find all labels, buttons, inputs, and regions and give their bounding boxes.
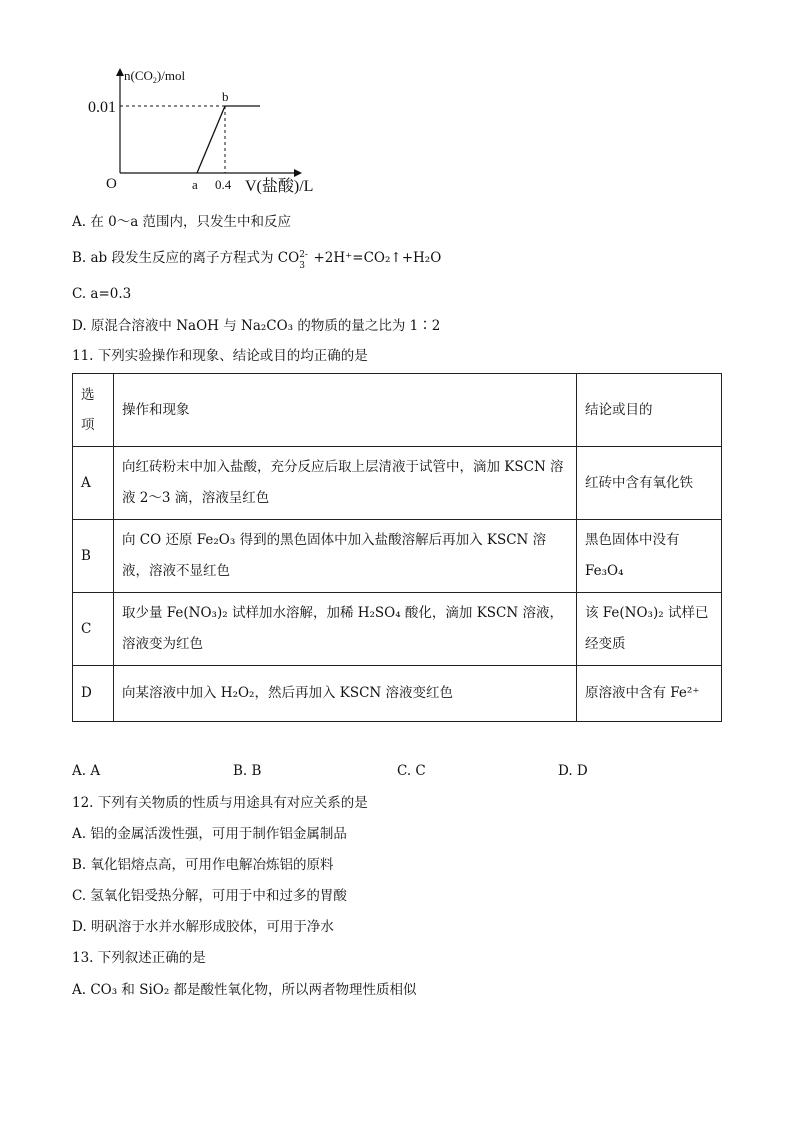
row-b-operation: 向 CO 还原 Fe₂O₃ 得到的黑色固体中加入盐酸溶解后再加入 KSCN 溶液，溶液不显红色 [114,520,577,593]
table-row [73,447,722,520]
q11-answer-b: B. B [233,763,262,779]
carbonate-sub: 3 [299,261,305,271]
q11-stem: 11. 下列实验操作和现象、结论或目的均正确的是 [72,348,368,364]
q13-stem: 13. 下列叙述正确的是 [72,950,206,966]
carbonate-sup: 2- [299,250,308,260]
carbonate-charge [299,250,309,271]
row-b-option: B [73,520,114,593]
x-axis-arrow [294,169,302,177]
x-tick-a: a [192,177,198,192]
q11-answer-a: A. A [72,763,101,779]
q12-option-a: A. 铝的金属活泼性强，可用于制作铝金属制品 [72,826,347,842]
row-a-conclusion: 红砖中含有氧化铁 [577,447,722,520]
rising-segment [197,106,225,173]
q12-option-b: B. 氧化铝熔点高，可用作电解冶炼铝的原料 [72,857,334,873]
row-d-option: D [73,666,114,722]
q11-table [72,373,722,722]
row-a-option: A [73,447,114,520]
q10-option-d: D. 原混合溶液中 NaOH 与 Na₂CO₃ 的物质的量之比为 1∶2 [72,318,441,334]
table-header-row [73,374,722,447]
q11-answer-c: C. C [397,763,426,779]
co2-volume-graph [82,60,342,200]
q12-option-c: C. 氢氧化铝受热分解，可用于中和过多的胃酸 [72,888,347,904]
q10-option-b-equation: +2H⁺=CO₂↑+H₂O [309,250,442,266]
y-axis-label: $n(CO_2)$/mol [124,68,186,85]
x-tick-0.4: 0.4 [215,177,232,192]
row-a-operation: 向红砖粉末中加入盐酸，充分反应后取上层清液于试管中，滴加 KSCN 溶液 2～3 滴，溶液呈红色 [114,447,577,520]
header-option: 选项 [73,374,114,447]
q10-option-a: A. 在 0～a 范围内，只发生中和反应 [72,214,292,230]
q10-option-b [72,248,442,271]
row-c-option: C [73,593,114,666]
table-row [73,666,722,722]
table-row [73,593,722,666]
row-b-conclusion: 黑色固体中没有 Fe₃O₄ [577,520,722,593]
table-row [73,520,722,593]
y-axis-arrow [116,68,124,76]
q10-option-c: C. a=0.3 [72,286,132,302]
header-operation: 操作和现象 [114,374,577,447]
point-b-label: b [222,89,229,104]
y-tick-0.01: 0.01 [88,99,116,116]
row-c-conclusion: 该 Fe(NO₃)₂ 试样已经变质 [577,593,722,666]
row-d-conclusion: 原溶液中含有 Fe²⁺ [577,666,722,722]
graph-svg [82,60,342,200]
x-axis-label: V(盐酸)/L [245,178,314,195]
q10-option-b-text: B. ab 段发生反应的离子方程式为 CO [72,250,300,266]
row-d-operation: 向某溶液中加入 H₂O₂，然后再加入 KSCN 溶液变红色 [114,666,577,722]
q11-answer-d: D. D [558,763,588,779]
q12-stem: 12. 下列有关物质的性质与用途具有对应关系的是 [72,795,368,811]
header-conclusion: 结论或目的 [577,374,722,447]
q13-option-a: A. CO₃ 和 SiO₂ 都是酸性氧化物，所以两者物理性质相似 [72,982,417,998]
row-c-operation: 取少量 Fe(NO₃)₂ 试样加水溶解，加稀 H₂SO₄ 酸化，滴加 KSCN 溶液，溶液变为红色 [114,593,577,666]
origin-label: O [106,176,117,192]
q12-option-d: D. 明矾溶于水并水解形成胶体，可用于净水 [72,919,334,935]
